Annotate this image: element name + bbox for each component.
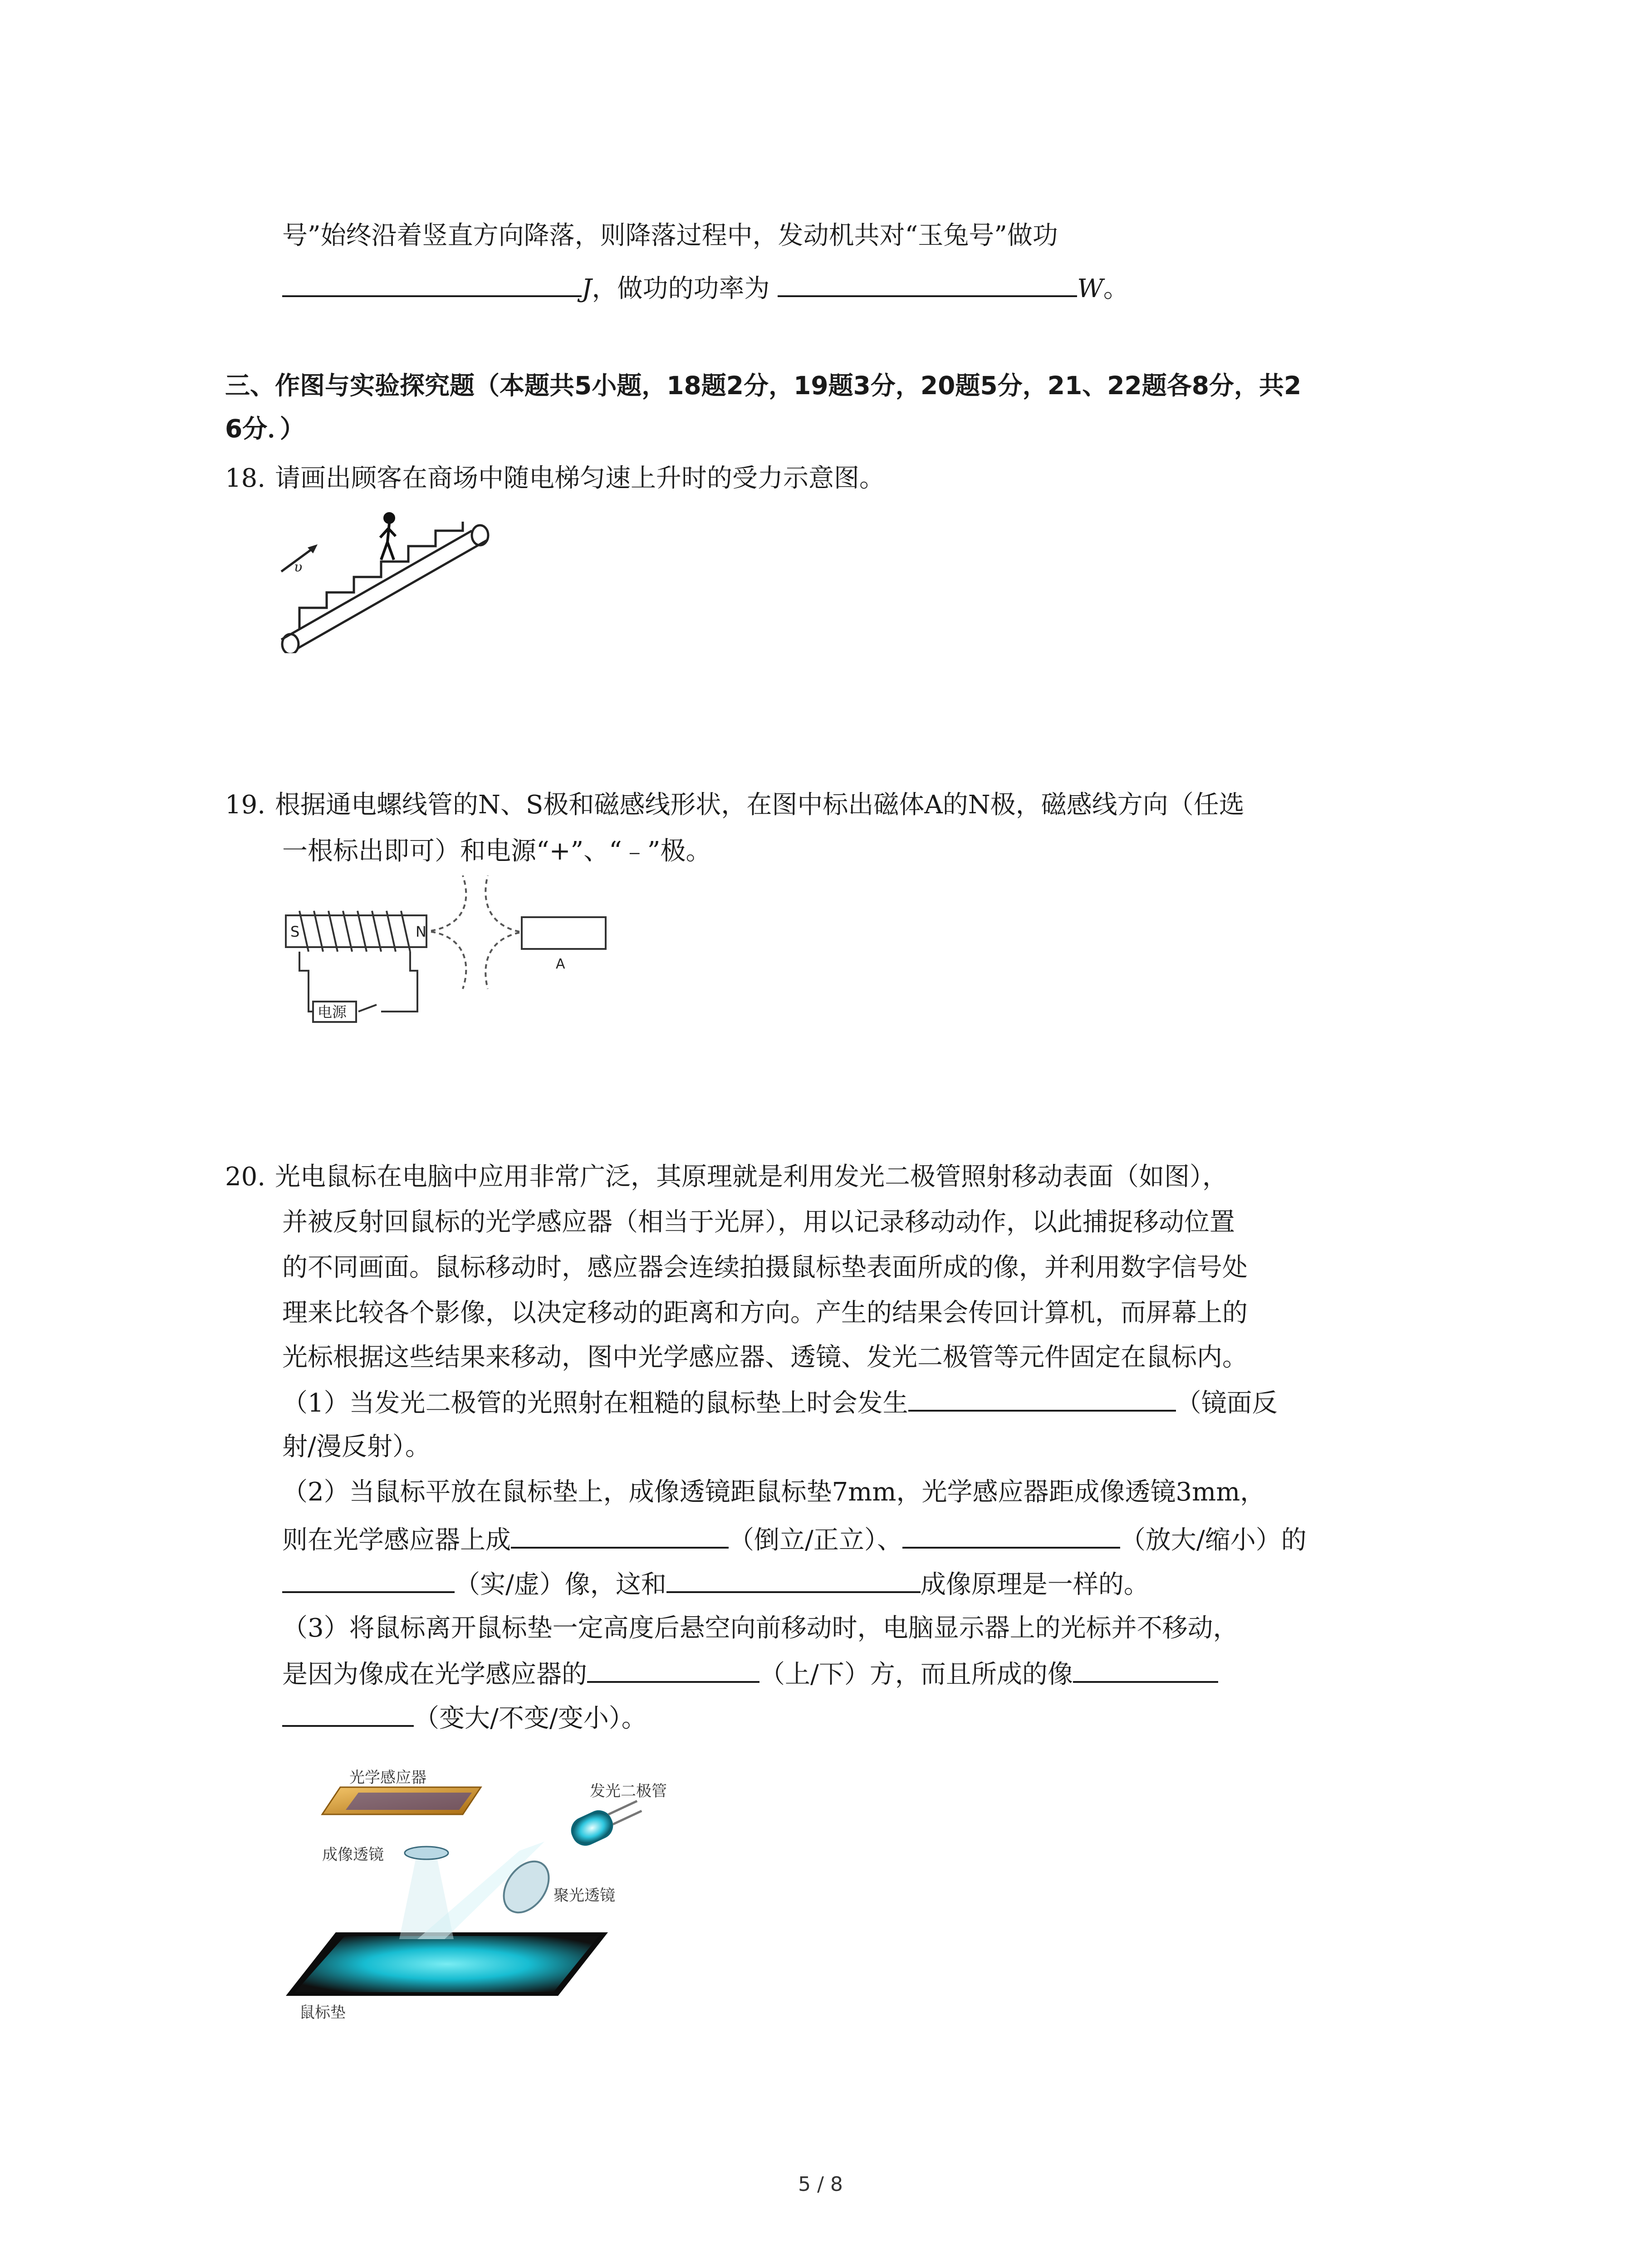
q20-size-blank[interactable] xyxy=(902,1520,1120,1549)
sensor-label: 光学感应器 xyxy=(349,1769,426,1787)
q20-p3: 的不同画面。鼠标移动时，感应器会连续拍摄鼠标垫表面所成的像，并利用数字信号处 xyxy=(282,1253,1248,1282)
q20-p4: 理来比较各个影像，以决定移动的距离和方向。产生的结果会传回计算机，而屏幕上的 xyxy=(282,1298,1248,1328)
q19-line1 xyxy=(225,787,1244,823)
q17-end: 。 xyxy=(1103,274,1129,303)
q20-image-size-blank-cont[interactable] xyxy=(282,1699,414,1727)
q20-size-options: （放大/缩小）的 xyxy=(1120,1525,1307,1555)
solenoid-s-label: S xyxy=(290,923,300,940)
q18-number: 18. xyxy=(225,464,266,493)
q17-mid: ，做功的功率为 xyxy=(592,274,770,303)
page-number: 5 / 8 xyxy=(798,2173,843,2196)
q20-p1 xyxy=(225,1159,1228,1195)
q20-number: 20. xyxy=(225,1162,266,1192)
q18-text: 请画出顾客在商场中随电梯匀速上升时的受力示意图。 xyxy=(275,464,885,493)
escalator-v-label: υ xyxy=(294,559,303,575)
q17-unit-w: W xyxy=(1077,274,1103,303)
q18-line xyxy=(225,460,885,497)
condenser-lens-label: 聚光透镜 xyxy=(554,1887,615,1905)
person-icon xyxy=(380,513,396,560)
q19-number: 19. xyxy=(225,790,266,820)
q20-sub2-line3 xyxy=(282,1565,1149,1603)
optical-mouse-figure xyxy=(281,1769,708,2028)
q20-sub1-text: （1）当发光二极管的光照射在粗糙的鼠标垫上时会发生 xyxy=(282,1388,908,1418)
q20-sub3-end: （变大/不变/变小）。 xyxy=(414,1704,647,1733)
q17-line2 xyxy=(282,269,1129,307)
imaging-lens-shape xyxy=(405,1847,448,1859)
q20-real-virtual-options: （实/虚）像，这和 xyxy=(455,1570,666,1599)
solenoid-figure xyxy=(281,875,617,1030)
magnet-a-label: A xyxy=(556,956,565,972)
escalator-figure xyxy=(272,503,526,653)
q17-power-blank[interactable] xyxy=(778,269,1077,297)
q19-line2: 一根标出即可）和电源“+”、“﹣”极。 xyxy=(282,836,711,866)
power-source-label: 电源 xyxy=(318,1003,347,1021)
q17-work-blank[interactable] xyxy=(282,269,582,297)
section3-title-line2: 6分．） xyxy=(225,414,305,443)
q17-text: 号”始终沿着竖直方向降落，则降落过程中，发动机共对“玉兔号”做功 xyxy=(282,221,1058,250)
q20-sub3-lead: 是因为像成在光学感应器的 xyxy=(282,1660,587,1689)
q20-position-options: （上/下）方，而且所成的像 xyxy=(759,1660,1073,1689)
q19-text1: 根据通电螺线管的N、S极和磁感线形状，在图中标出磁体A的N极，磁感线方向（任选 xyxy=(275,790,1244,820)
q20-device-blank[interactable] xyxy=(666,1565,921,1593)
mouse-pad-label: 鼠标垫 xyxy=(299,2004,346,2022)
led-label: 发光二极管 xyxy=(590,1782,667,1800)
q20-sub1-line2: 射/漫反射）。 xyxy=(282,1432,431,1461)
q20-orientation-options: （倒立/正立）、 xyxy=(729,1525,902,1555)
q20-reflection-blank[interactable] xyxy=(908,1383,1176,1412)
q20-orientation-blank[interactable] xyxy=(511,1520,729,1549)
q20-sub2-end: 成像原理是一样的。 xyxy=(920,1570,1149,1599)
q20-p5: 光标根据这些结果来移动，图中光学感应器、透镜、发光二极管等元件固定在鼠标内。 xyxy=(282,1343,1248,1372)
q20-sub3-line2 xyxy=(282,1655,1218,1693)
q20-sub2-lead: 则在光学感应器上成 xyxy=(282,1525,511,1555)
led-icon xyxy=(568,1794,645,1849)
q20-position-blank[interactable] xyxy=(587,1655,759,1683)
q20-sub1-line1 xyxy=(282,1383,1278,1422)
q20-sub3-line3 xyxy=(282,1699,647,1737)
q20-real-virtual-blank[interactable] xyxy=(282,1565,455,1593)
q20-text-p1: 光电鼠标在电脑中应用非常广泛，其原理就是利用发光二极管照射移动表面（如图）， xyxy=(275,1162,1228,1192)
condenser-lens-shape xyxy=(495,1853,558,1921)
q17-unit-j: J xyxy=(582,274,592,303)
q20-sub2-line2 xyxy=(282,1520,1307,1559)
q20-sub3-line1: （3）将鼠标离开鼠标垫一定高度后悬空向前移动时，电脑显示器上的光标并不移动， xyxy=(282,1613,1239,1643)
q20-p2: 并被反射回鼠标的光学感应器（相当于光屏），用以记录移动动作，以此捕捉移动位置 xyxy=(282,1207,1235,1237)
q17-line1 xyxy=(282,218,1058,254)
solenoid-n-label: N xyxy=(416,923,426,940)
imaging-lens-label: 成像透镜 xyxy=(322,1846,384,1864)
q20-sub1-options: （镜面反 xyxy=(1176,1388,1278,1418)
q20-image-size-blank[interactable] xyxy=(1073,1655,1218,1683)
section3-title-line1: 三、作图与实验探究题（本题共5小题，18题2分，19题3分，20题5分，21、22题各8分，共2 xyxy=(225,371,1302,400)
q20-sub2-line1: （2）当鼠标平放在鼠标垫上，成像透镜距鼠标垫7mm，光学感应器距成像透镜3mm， xyxy=(282,1477,1266,1507)
